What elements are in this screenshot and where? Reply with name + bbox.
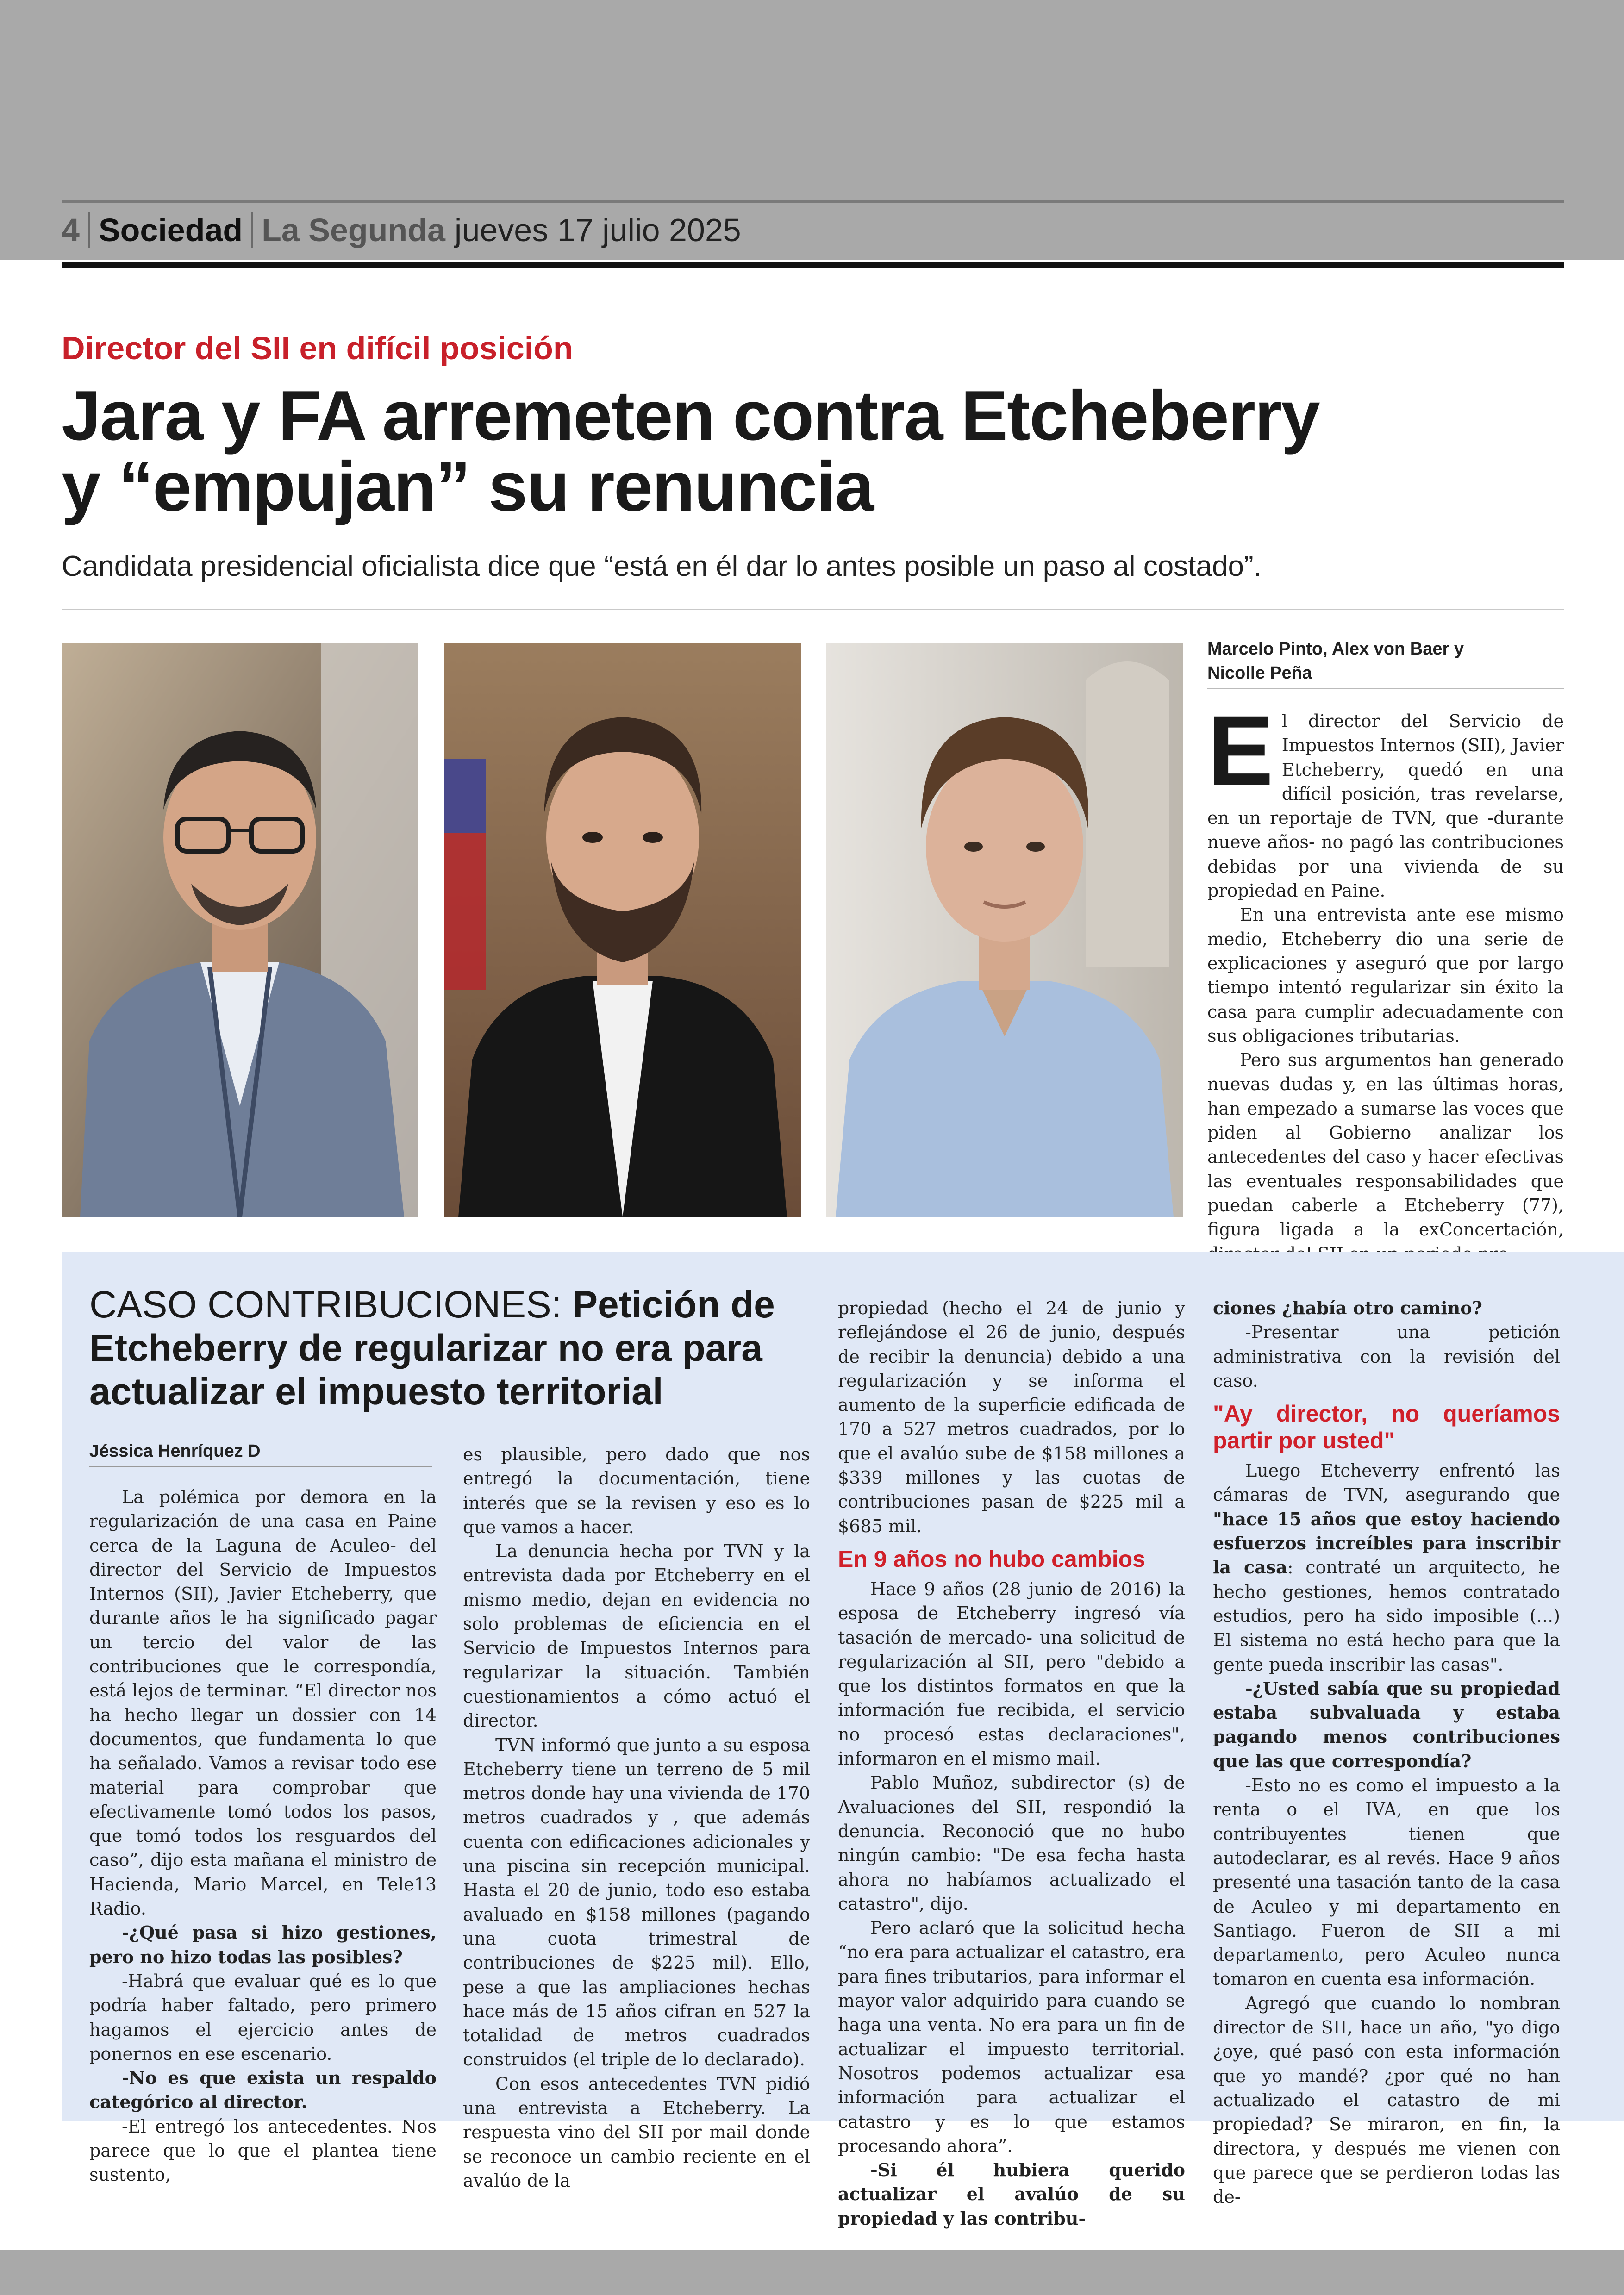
box-title-main: Petición de Etcheberry de regularizar no era para actualizar el impuesto territorial	[89, 1284, 775, 1413]
box-title-prefix: CASO CONTRIBUCIONES:	[89, 1284, 573, 1326]
box-title	[89, 1283, 812, 1414]
article-byline: Marcelo Pinto, Alex von Baer y Nicolle Peña	[1207, 639, 1464, 683]
photo-man-beard-black-coat	[444, 643, 801, 1217]
box-paragraph: Agregó que cuando lo nombran director de SII, hace un año, "yo digo ¿oye, qué pasó con esta información que yo mandé? ¿por qué no han actualizado el catastro de mi propiedad? Se miraron, en fin, la directora, y después me vienen con que parece que se perdieron todas las de-	[1213, 1993, 1560, 2208]
box-byline: Jéssica Henríquez D	[89, 1441, 261, 1461]
box-paragraph: -Esto no es como el impuesto a la renta o el IVA, en que los contribuyentes tienen que autodeclarar, es al revés. Hace 9 años presenté una tasación tanto de la casa de Aculeo y mi departamento en Santiago. Fueron de SII a mi departamento, pero Aculeo nunca tomaron en cuenta esa información.	[1213, 1775, 1560, 1989]
interview-question: -¿Usted sabía que su propiedad estaba subvaluada y estaba pagando menos contribuciones que las que correspondía?	[1213, 1678, 1560, 1771]
box-subheading: "Ay director, no queríamos partir por usted"	[1213, 1401, 1560, 1454]
page-top-band	[0, 0, 1624, 260]
issue-date: jueves 17 julio 2025	[454, 212, 741, 248]
box-paragraph	[1213, 1459, 1560, 1677]
box-paragraph: La polémica por demora en la regularización de una casa en Paine cerca de la Laguna de Aculeo- del director del Servicio de Impuestos Internos (SII), Javier Etcheberry, que durante años le ha significado pagar un tercio del valor de las contribuciones que le correspondía, está lejos de terminar. “El director nos ha hecho llegar un dossier con 14 documentos, que fundamenta lo que ha señalado. Vamos a revisar todo ese material para comprobar que efectivamente tomó todos los pasos, que tomó todos los resguardos del caso”, dijo esta mañana el ministro de Hacienda, Mario Marcel, en Tele13 Radio.	[89, 1487, 437, 1919]
article-deck: Candidata presidencial oficialista dice que “está en él dar lo antes posible un paso al costado”.	[62, 550, 1262, 582]
interview-question: -No es que exista un respaldo categórico al director.	[89, 2067, 437, 2113]
box-column-1	[89, 1485, 437, 2185]
article-body	[1207, 695, 1564, 1240]
box-column-2	[463, 1442, 810, 2191]
quote-highlight: "hace 15 años que estoy haciendo esfuerzos increíbles para inscribir la casa	[1213, 1508, 1560, 1578]
photo-man-glasses-suit	[62, 643, 418, 1217]
box-paragraph: Hace 9 años (28 junio de 2016) la esposa de Etcheberry ingresó vía tasación de mercado- una solicitud de regularización al SII, pero "debido a que los distintos formatos en que la información fue recibida, el servicio no procesó estas declaraciones", informaron en el mismo mail.	[838, 1578, 1185, 1769]
box-paragraph: -El entregó los antecedentes. Nos parece que lo que el plantea tiene sustento,	[89, 2116, 437, 2185]
section-name: Sociedad	[98, 212, 243, 248]
article-headline: Jara y FA arremeten contra Etcheberry y “empujan” su renuncia	[62, 376, 1319, 526]
box-byline-rule	[89, 1466, 432, 1467]
box-paragraph: -Presentar una petición administrativa con la revisión del caso.	[1213, 1322, 1560, 1391]
page-bottom-band	[0, 2250, 1624, 2295]
interview-question: ciones ¿había otro camino?	[1213, 1297, 1482, 1318]
photo-man-light-blue-shirt	[826, 643, 1183, 1217]
article-paragraph: En una entrevista ante ese mismo medio, Etcheberry dio una serie de explicaciones y aseguró que por largo tiempo intentó regularizar sin éxito la casa para cumplir adecuadamente con sus obligaciones tributarias.	[1207, 904, 1564, 1046]
folio-divider	[251, 212, 253, 248]
folio-divider	[88, 212, 90, 248]
box-column-3	[838, 1296, 1185, 2229]
section-rule	[62, 262, 1564, 268]
box-paragraph: TVN informó que junto a su esposa Etcheberry tiene un terreno de 5 mil metros donde hay una vivienda de 170 metros cuadrados y , que además cuenta con edificaciones adicionales y una piscina sin recepción municipal. Hasta el 20 de junio, todo eso estaba avaluado en $158 millones (pagando una cuota trimestral de contribuciones de $225 mil). Ello, pese a que las ampliaciones hechas hace más de 15 años cifran en 527 la totalidad de metros cuadrados construidos (el triple de lo declarado).	[463, 1734, 810, 2070]
interview-question: -Si él hubiera querido actualizar el avalúo de su propiedad y las contribu-	[838, 2159, 1185, 2229]
box-paragraph: propiedad (hecho el 24 de junio y reflejándose el 26 de junio, después de recibir la denuncia) debido a una regularización y se informa el aumento de la superficie edificada de 170 a 527 metros cuadrados, por lo que el avalúo sube de $158 millones a $339 millones y las cuotas de contribuciones pasan de $225 mil a $685 mil.	[838, 1298, 1185, 1536]
article-kicker: Director del SII en difícil posición	[62, 330, 573, 366]
page-folio	[62, 209, 741, 251]
box-paragraph: es plausible, pero dado que nos entregó la documentación, tiene interés que se la revisen y eso es lo que vamos a hacer.	[463, 1444, 810, 1537]
drop-cap: E	[1207, 695, 1274, 806]
publication-name: La Segunda	[262, 212, 445, 248]
box-paragraph: Pablo Muñoz, subdirector (s) de Avaluaciones del SII, respondió la denuncia. Reconoció que no hubo ningún cambio: "De esa fecha hasta ahora no habíamos actualizado el catastro", dijo.	[838, 1772, 1185, 1914]
box-paragraph: Pero aclaró que la solicitud hecha “no era para actualizar el catastro, era para fines tributarios, para informar el mayor valor adquirido para cuando se haga una venta. No era para un fin de actualizar el impuesto territorial. Nosotros podemos actualizar esa información para actualizar el catastro y es lo que estamos procesando ahora”.	[838, 1918, 1185, 2156]
deck-rule	[62, 609, 1564, 610]
paragraph-text: Luego Etcheverry enfrentó las cámaras de TVN, asegurando que	[1213, 1460, 1560, 1505]
paragraph-text: l director del Servicio de Impuestos Internos (SII), Javier Etcheberry, quedó en una difícil posición, tras revelarse, en un reportaje de TVN, que -durante nueve años- no pagó las contribuciones debidas por una vivienda de su propiedad en Paine.	[1207, 711, 1564, 901]
byline-rule	[1207, 688, 1564, 689]
interview-question: -¿Qué pasa si hizo gestiones, pero no hizo todas las posibles?	[89, 1922, 437, 1967]
box-subheading: En 9 años no hubo cambios	[838, 1546, 1145, 1572]
article-paragraph	[1207, 695, 1564, 903]
box-paragraph: Con esos antecedentes TVN pidió una entrevista a Etcheberry. La respuesta vino del SII por mail donde se reconoce un cambio reciente en el avalúo de la	[463, 2073, 810, 2191]
page-number: 4	[62, 212, 80, 248]
article-paragraph: Pero sus argumentos han generado nuevas dudas y, en las últimas horas, han empezado a sumarse las voces que piden al Gobierno analizar los antecedentes del caso y hacer efectivas las eventuales responsabilidades que puedan caberle a Etcheberry (77), figura ligada a la exConcertación,	[1207, 1050, 1564, 1240]
box-paragraph: La denuncia hecha por TVN y la entrevista dada por Etcheberry en el mismo medio, dejan en evidencia no solo problemas de eficiencia en el Servicio de Impuestos Internos para regularizar la situación. También cuestionamientos a cómo actuó el director.	[463, 1541, 810, 1731]
header-rule	[62, 200, 1564, 203]
paragraph-text: : contraté un arquitecto, he hecho gestiones, hemos contratado estudios, pero ha sido imposible (...) El sistema no está hecho para que la gente pueda inscribir las casas".	[1213, 1557, 1561, 1675]
box-paragraph: -Habrá que evaluar qué es lo que podría haber faltado, pero primero hagamos el ejercicio antes de ponernos en ese escenario.	[89, 1971, 437, 2064]
box-column-4	[1213, 1296, 1561, 2208]
